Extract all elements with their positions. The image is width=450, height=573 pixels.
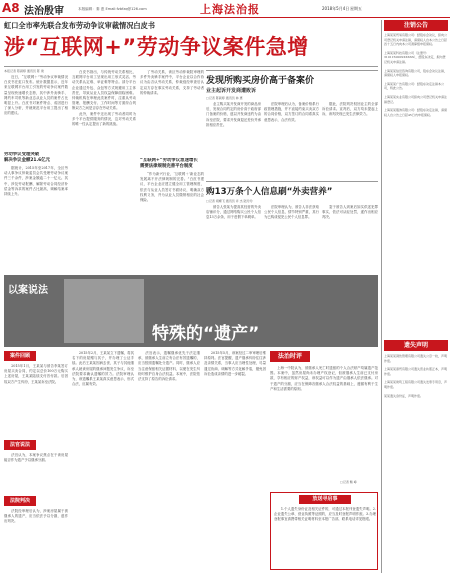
editor-line: 本版编辑：秦 惠 Email:fzbfzq@126.com — [78, 7, 147, 11]
story3-byline: □记者 胡蝶飞 通讯员 许 杰 陆玲玲 — [206, 199, 253, 203]
lead-subhead-1: 劳动争议受理突破 解决争议金额21.6亿元 — [4, 152, 50, 163]
lead-subhead-2: “互联网+”劳动争议急速增长 需要法律规制完善平台制度 — [140, 158, 198, 169]
lead-body-col3: 了劳动关系，该区劳动仲裁院审理的多件外卖骑手案件中，平台企业以合作协议为由否认劳动关系，仲裁庭经审查后认定双方存在事实劳动关系，支持了劳动者的仲裁请求。 — [140, 70, 204, 95]
story2-byline: □记者 陈颖婷 通讯员 林 惠 — [206, 96, 243, 100]
story3-body-col1: 被告人张某为提高其经营的外卖店铺评分，通过网络购买公民个人信息13万余条，用于虚假下单刷单。 — [206, 205, 261, 220]
feature-body-col3: 法官表示，遗嘱继承优先于法定继承，被继承人生前立有合法有效遗嘱的，应当按照遗嘱处分遗产。同时，继承人应当注意保留相关证据材料，以便在发生纠纷时维护自身合法权益。本案中，法院依法支持了原告的诉讼请求。 — [138, 351, 200, 382]
lead-body-col1b: 据统计，2015年至2017年，全区劳动人事争议仲裁委员会共受理劳动争议案件三千余件，涉案金额逾二十一亿元。其中，涉及劳动报酬、解除劳动合同经济补偿金等诉求的案件占比最高，调解结案率持续上升。 — [4, 166, 68, 197]
story2-body-col1: 业主购买某开发商开发的商品房后，发现合同约定的房价高于政府部门备案的价格，遂以开发商违约为由诉至法院，要求开发商退还差价并承担相应责任。 — [206, 102, 261, 127]
lead-body-col2: 白皮书指出，与传统劳动关系相比，互联网平台用工呈现出用工形式灵活、劳动关系认定难、举证难等特点。部分平台企业通过外包、众包等方式规避用工主体责任，导致从业人员权益保障面临困难。仲裁机构在审理此类案件时，注重从劳动管理、报酬支付、工作时间等方面综合判断双方之间是否存在劳动关系。 此外，案件中还出现了劳动者同时为多个平台提供服务的情况，这对劳动关系的唯一性认定提出了新的挑战。 — [72, 70, 136, 127]
feature-review-text: 法院经审理后认为，涉案房屋属于被继承人的遗产，应当依法予以分割，遂作出判决。 — [4, 509, 68, 524]
issue-date: 2018年5月4日 — [322, 6, 350, 11]
announcement-item: 上海某某服饰有限公司：经股东决定注销，请债权人自公告之日起45日内申报债权。 — [384, 108, 448, 117]
sidebar-lost-title: 遗失声明 — [384, 340, 448, 351]
case-label: 案件回顾 — [4, 351, 36, 361]
lead-body-col3b: “作为新兴行业，‘互联网＋’新业态的发展离不开法律规制的完善。”白皮书建议，平台企业应建立健全用工管理制度，依法与从业人员签订书面协议，明确双方权利义务，并为从业人员缴纳相应的社会保险。 — [140, 172, 204, 203]
sidebar-divider — [381, 20, 382, 573]
commentary-text: 上海一中院认为，被继承人死亡时遗留的个人合法财产均属遗产范围。本案中，虽然房屋尚未办理产权登记，但被继承人生前已支付房款，享有相应的财产权益，该权益可以作为遗产由继承人依法继承。对于遗产的分割，应当在保障各继承人合法权益的基础上，遵循有利于生产和生活需要的原则。 — [270, 366, 378, 391]
sidebar-announcements — [384, 33, 448, 338]
lead-rule — [4, 66, 378, 67]
story3-body-col2: 法院审理认为，被告人非法获取公民个人信息，情节特别严重，其行为已构成侵犯公民个人信息罪。 — [264, 205, 319, 220]
issue-weekday: 星期五 — [350, 6, 362, 11]
review-label: 法院判决 — [4, 496, 36, 506]
feature-body-col4: 2015年5月，该案经过二审审理后维持原判。法官提醒，遗产继承纠纷往往涉及亲情关系，当事人应当理性处理，尽量通过协商、调解等方式化解矛盾，避免因诉讼造成亲情的进一步破裂。 — [204, 351, 266, 376]
column-badge: 法治时评 — [270, 351, 310, 362]
announcement-item: 上海某某信息咨询有限公司，股东会决议注销，请债权人申报债权。 — [384, 68, 448, 78]
story2-body-col3: 据此，法院判决驳回业主的全部诉讼请求。宣判后，双方均未提起上诉，该判决现已发生法律效力。 — [322, 102, 378, 117]
lost-item: 上海某某建筑工程有限公司遗失发票专用章，声明作废。 — [384, 380, 448, 389]
sidebar-announcement-title: 注销公告 — [384, 20, 448, 31]
lost-item: 上海某某餐饮管理有限公司遗失公章一枚，声明作废。 — [384, 354, 448, 363]
announcement-item: 上海某某科技有限公司（注册号：310115000XXXXXX），经股东决定，拟向登记机关申请注销。 — [384, 50, 446, 64]
story2-headline: 发现所购买房价高于备案价 — [206, 76, 315, 86]
feature-case-text: 2015年1月，王某某与被告李某签订房屋买卖合同，约定以总价100万元购买上述房屋，王某某陆续支付首付款。后因故双方产生纠纷，王某某诉至法院。 — [4, 364, 68, 384]
notice-panel — [270, 492, 378, 570]
feature-body-col2: 2015年2月，王某某立下遗嘱，将其名下的房屋赠与其子，并办理了公证手续。此后王某某因病去世，其子与其他继承人就该房屋的继承问题发生争议，诉至法院要求确认遗嘱的效力。法院审理认为，该遗嘱系王某某真实意思表示，形式合法，应属有效。 — [72, 351, 134, 387]
sidebar-lost-notices — [384, 354, 448, 570]
story3-headline: 购13万条个人信息刷“外卖营养” — [206, 187, 333, 197]
page-number: A8 — [2, 1, 20, 15]
lead-headline: 涉“互联网+”劳动争议案件急增 — [4, 35, 309, 59]
judge-label: 法官说法 — [4, 440, 36, 450]
section-title: 法治殷审 — [24, 6, 64, 17]
story3-rule — [206, 181, 378, 182]
announcement-item: 上海某某广告有限公司：经股东决定注销本公司，特此公告。 — [384, 81, 445, 91]
story3-body-col3: 鉴于被告人到案后如实供述犯罪事实，依法可从轻处罚，遂作出相应判决。 — [322, 205, 378, 220]
commentary-author: □记者 鲍 峥 — [340, 480, 357, 484]
lost-item: 某某遗失身份证，声明作废。 — [384, 393, 424, 398]
story2-body-col2: 法院审理后认为，备案价格系行政管理措施，并不直接约束买卖双方的合同价格，双方签订的合同系真实意思表示，合法有效。 — [264, 102, 319, 122]
masthead — [0, 0, 450, 18]
notice-panel-text: 1.个人遗失身份证及相关证件的，可通过本报刊登遗失声明。2.企业遗失公章、营业执照等证照的，应当及时登报声明作废。3.办理登报事宜请携带相关证明材料至本报广告部，联系电话详见报眼。 — [274, 507, 376, 522]
feature-photo — [64, 279, 144, 343]
column-logo: 以案说法 — [8, 285, 48, 296]
lead-kicker: 虹口全市率先联合发布劳动争议审裁情况白皮书 — [4, 21, 155, 30]
story2-subhead: 业主起诉开发商遭败诉 — [206, 88, 257, 94]
story2-rule — [206, 70, 378, 71]
announcement-item: 上海某某贸易有限公司：经股东会决议，拟向公司登记机关申请注销，请债权人自本公告之日起四十五日内向本公司清算组申报债权。 — [384, 33, 448, 47]
paper-logo: 上海法治报 — [200, 3, 260, 16]
lead-body-col1: 近日，“互联网＋”劳动争议审裁情况白皮书在虹口发布。统计数据显示，近年来互联网平台用工引发的劳动争议案件数量呈现快速增长态势，其中涉外卖骑手、网约车司机等新业态从业人员的案件占比明显上升。白皮书对案件特点、成因进行了深入分析，并就规范平台用工提出了相应的建议。 — [4, 75, 68, 116]
feature-judge-text: 法官认为，本案争议焦点在于该房屋能否作为遗产予以继承分割。 — [4, 453, 68, 463]
feature-banner — [4, 275, 378, 347]
lost-item: 上海某某商贸有限公司遗失营业执照正本，声明作废。 — [384, 367, 448, 376]
announcement-item: 上海某某实业有限公司拟向公司登记机关申请注销登记。 — [384, 94, 448, 104]
feature-title: 特殊的“遗产” — [152, 324, 260, 344]
notice-panel-title: 放送寻启事 — [299, 495, 351, 504]
lead-byline: 本报记者 陈颖婷 通讯员 陈 建 — [4, 69, 44, 73]
